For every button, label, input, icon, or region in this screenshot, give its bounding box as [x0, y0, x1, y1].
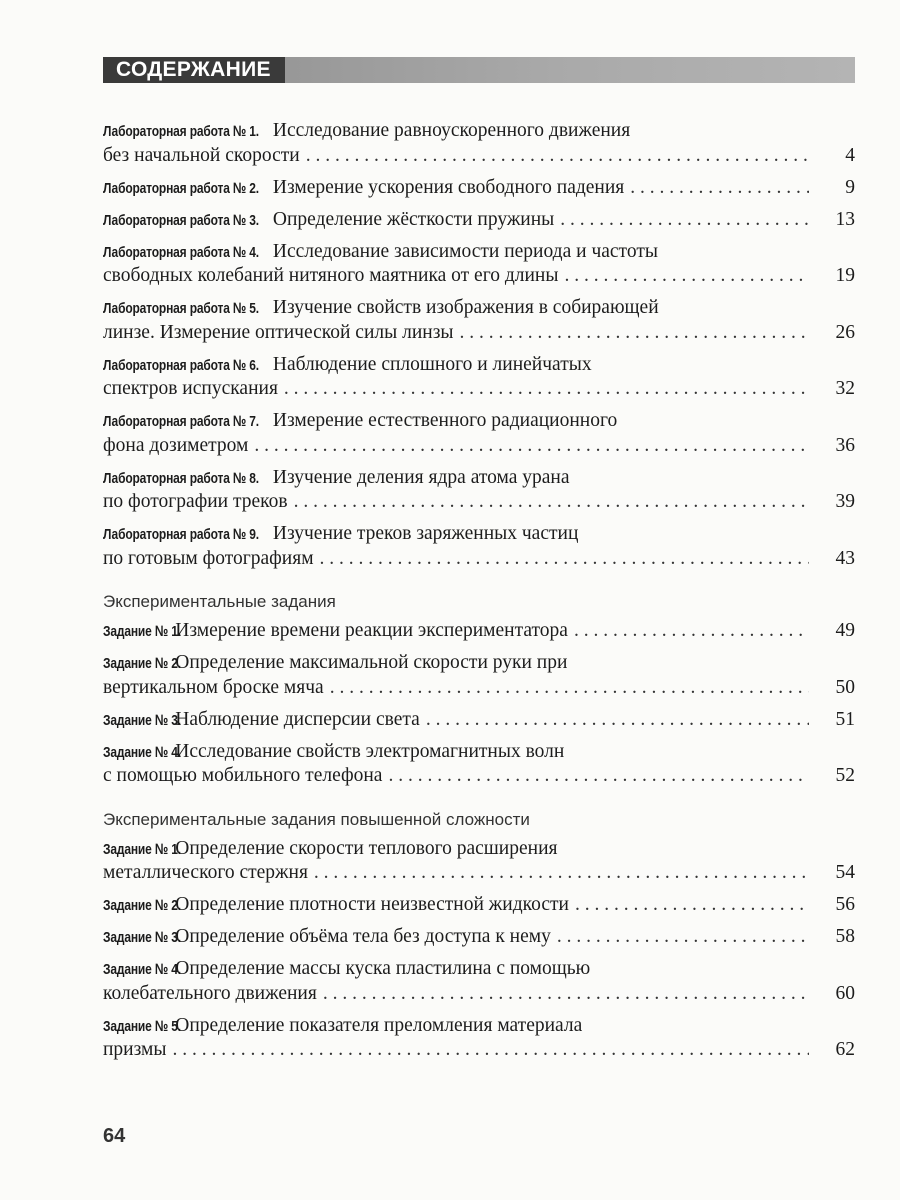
entry-label: Лабораторная работа № 1.: [103, 123, 259, 140]
page-number: 64: [103, 1125, 126, 1147]
toc-entry-line: [103, 547, 855, 572]
entry-text: [103, 119, 630, 145]
toc-entry[interactable]: [103, 925, 855, 950]
entry-label: Лабораторная работа № 2.: [103, 179, 259, 197]
toc-entry[interactable]: [103, 409, 855, 458]
entry-text: [103, 353, 592, 379]
dot-leader: [575, 893, 809, 918]
entry-title-line: вертикальном броске мяча: [103, 676, 324, 698]
entry-title-line: с помощью мобильного телефона: [103, 765, 383, 786]
entry-text: [103, 377, 278, 402]
toc-entry-line: [103, 240, 855, 265]
toc-entry-line: [103, 119, 855, 144]
dot-leader: [294, 490, 809, 515]
toc-entry-line: [103, 1038, 855, 1063]
entry-text: [103, 144, 300, 169]
entry-page-number[interactable]: 39: [835, 491, 855, 512]
dot-leader: [574, 619, 809, 644]
toc-entry[interactable]: [103, 522, 855, 571]
entry-text: [103, 296, 659, 322]
entry-title-line: Изучение деления ядра атома урана: [272, 466, 570, 488]
entry-label: Лабораторная работа № 7.: [103, 413, 259, 430]
toc-entry[interactable]: [103, 957, 855, 1006]
entry-title-line: призмы: [103, 1039, 167, 1060]
entry-text: [103, 264, 558, 289]
toc-entry[interactable]: [103, 708, 855, 733]
entry-page-number[interactable]: 51: [835, 708, 855, 730]
entry-title-line: по готовым фотографиям: [103, 547, 314, 569]
entry-label: Лабораторная работа № 6.: [103, 356, 259, 374]
toc-entry-line: [103, 466, 855, 491]
toc-entry-line: [103, 409, 855, 434]
toc-entry[interactable]: [103, 837, 855, 886]
entry-title-line: Определение плотности неизвестной жидкости: [175, 894, 569, 915]
dot-leader: [306, 144, 809, 169]
entry-page-number[interactable]: 43: [835, 547, 855, 569]
contents-title-bar: [103, 57, 855, 83]
toc-entry-line: [103, 490, 855, 515]
entry-label: Задание № 3.: [103, 711, 181, 729]
entry-label: Задание № 1.: [103, 623, 181, 640]
toc-entry-line: [103, 264, 855, 289]
entry-label: Лабораторная работа № 3.: [103, 211, 259, 229]
entry-text: [103, 240, 658, 266]
dot-leader: [564, 264, 809, 289]
entry-text: [103, 466, 569, 492]
dot-leader: [630, 176, 809, 201]
toc-entry[interactable]: [103, 466, 855, 515]
entry-title-line: фона дозиметром: [103, 434, 249, 456]
toc-entry[interactable]: [103, 619, 855, 644]
entry-text: [103, 1014, 582, 1040]
entry-text: [103, 176, 624, 202]
dot-leader: [284, 377, 809, 402]
entry-label: Лабораторная работа № 8.: [103, 469, 259, 487]
toc-entry-line: [103, 740, 855, 765]
entry-page-number[interactable]: 50: [835, 676, 855, 698]
entry-title-line: Определение объёма тела без доступа к нему: [175, 926, 551, 947]
entry-title-line: спектров испускания: [103, 378, 278, 399]
entry-title-line: Определение массы куска пластилина с помощью: [175, 958, 591, 979]
entry-title-line: Изучение треков заряженных частиц: [272, 523, 579, 544]
entry-title-line: по фотографии треков: [103, 491, 288, 512]
entry-title-line: Определение жёсткости пружины: [272, 208, 555, 230]
entry-label: Задание № 5.: [103, 1017, 181, 1035]
entry-label: Лабораторная работа № 5.: [103, 300, 259, 317]
entry-text: [103, 208, 554, 234]
toc-entry-line: [103, 144, 855, 169]
entry-text: [103, 651, 567, 677]
entry-title-line: Изучение свойств изображения в собирающей: [272, 297, 659, 318]
entry-text: [103, 409, 617, 435]
toc-entry-line: [103, 1014, 855, 1039]
toc-entry-line: [103, 619, 855, 644]
toc-entry-line: [103, 522, 855, 547]
entry-text: [103, 893, 569, 919]
entry-text: [103, 547, 314, 572]
toc-entry[interactable]: [103, 1014, 855, 1063]
toc-entry[interactable]: [103, 893, 855, 918]
toc-entry-line: [103, 982, 855, 1007]
dot-leader: [330, 676, 809, 701]
toc-entry-line: [103, 957, 855, 982]
entry-text: [103, 321, 454, 346]
dot-leader: [323, 982, 809, 1007]
dot-leader: [560, 208, 809, 233]
entry-page-number[interactable]: 32: [835, 378, 855, 399]
entry-text: [103, 764, 382, 789]
entry-text: [103, 861, 308, 886]
section-heading: Экспериментальные задания повышенной сложности: [103, 809, 530, 829]
toc-entry[interactable]: [103, 651, 855, 700]
entry-label: Лабораторная работа № 4.: [103, 243, 259, 261]
toc-entry[interactable]: [103, 176, 855, 201]
entry-title-line: Исследование свойств электромагнитных волн: [175, 740, 565, 762]
entry-title-line: Определение показателя преломления материала: [175, 1014, 583, 1036]
entry-text: [103, 434, 248, 459]
dot-leader: [320, 547, 809, 572]
toc-entry-line: [103, 377, 855, 402]
section-heading: Экспериментальные задания: [103, 592, 336, 611]
entry-title-line: Исследование зависимости периода и частоты: [272, 240, 658, 262]
toc-entry-line: [103, 321, 855, 346]
entry-title-line: Определение скорости теплового расширения: [175, 837, 558, 859]
toc-entry[interactable]: [103, 240, 855, 289]
entry-title-line: Измерение естественного радиационного: [272, 410, 618, 431]
toc-entry-line: [103, 925, 855, 950]
entry-page-number[interactable]: 49: [835, 620, 855, 641]
entry-page-number[interactable]: 26: [835, 321, 855, 343]
entry-page-number[interactable]: 9: [845, 176, 855, 198]
entry-text: [103, 676, 324, 701]
entry-page-number[interactable]: 54: [835, 862, 855, 883]
toc-entry-line: [103, 434, 855, 459]
dot-leader: [173, 1038, 810, 1063]
toc-entry-line: [103, 708, 855, 733]
entry-page-number[interactable]: 62: [835, 1039, 855, 1060]
toc-entry-line: [103, 893, 855, 918]
entry-text: [103, 982, 317, 1007]
entry-text: [103, 619, 568, 645]
entry-text: [103, 1038, 167, 1063]
entry-title-line: Наблюдение дисперсии света: [175, 708, 420, 730]
toc-entry[interactable]: [103, 119, 855, 168]
toc-entry-line: [103, 676, 855, 701]
dot-leader: [254, 434, 809, 459]
entry-page-number[interactable]: 4: [845, 144, 855, 166]
table-of-contents: [103, 119, 855, 1070]
entry-text: [103, 957, 590, 983]
entry-label: Задание № 1.: [103, 840, 181, 858]
entry-text: [103, 522, 578, 548]
toc-entry-line: [103, 208, 855, 233]
entry-page-number[interactable]: 52: [835, 765, 855, 786]
entry-page-number[interactable]: 19: [835, 265, 855, 286]
entry-label: Задание № 2.: [103, 655, 181, 672]
entry-page-number[interactable]: 13: [835, 208, 855, 230]
dot-leader: [426, 708, 809, 733]
entry-label: Задание № 4.: [103, 961, 181, 978]
dot-leader: [314, 861, 809, 886]
entry-title-line: Определение максимальной скорости руки при: [175, 652, 568, 673]
entry-page-number[interactable]: 36: [835, 434, 855, 456]
entry-title-line: Исследование равноускоренного движения: [272, 120, 631, 141]
entry-text: [103, 837, 557, 863]
toc-entry-line: [103, 176, 855, 201]
entry-title-line: Измерение времени реакции экспериментатора: [175, 620, 568, 641]
dot-leader: [460, 321, 809, 346]
entry-page-number[interactable]: 58: [835, 926, 855, 947]
entry-text: [103, 490, 288, 515]
contents-title: СОДЕРЖАНИЕ: [103, 57, 285, 83]
entry-title-line: Измерение ускорения свободного падения: [272, 176, 625, 198]
toc-entry-line: [103, 651, 855, 676]
dot-leader: [557, 925, 809, 950]
toc-entry-line: [103, 837, 855, 862]
toc-entry[interactable]: [103, 740, 855, 789]
entry-label: Задание № 2.: [103, 897, 181, 914]
entry-title-line: Наблюдение сплошного и линейчатых: [272, 353, 592, 375]
entry-text: [103, 925, 551, 951]
toc-entry-line: [103, 296, 855, 321]
entry-title-line: колебательного движения: [103, 982, 317, 1004]
entry-label: Задание № 3.: [103, 929, 181, 946]
entry-title-line: свободных колебаний нитяного маятника от его длины: [103, 265, 559, 286]
entry-title-line: без начальной скорости: [103, 144, 300, 166]
entry-title-line: линзе. Измерение оптической силы линзы: [103, 321, 454, 343]
entry-title-line: металлического стержня: [103, 862, 308, 883]
entry-page-number[interactable]: 56: [835, 894, 855, 915]
entry-label: Лабораторная работа № 9.: [103, 526, 259, 543]
toc-entry[interactable]: [103, 208, 855, 233]
toc-entry[interactable]: [103, 353, 855, 402]
toc-entry-line: [103, 861, 855, 886]
toc-entry-line: [103, 353, 855, 378]
entry-text: [103, 708, 420, 734]
entry-text: [103, 740, 564, 766]
toc-entry-line: [103, 764, 855, 789]
toc-entry[interactable]: [103, 296, 855, 345]
dot-leader: [388, 764, 809, 789]
entry-page-number[interactable]: 60: [835, 982, 855, 1004]
entry-label: Задание № 4.: [103, 743, 181, 761]
